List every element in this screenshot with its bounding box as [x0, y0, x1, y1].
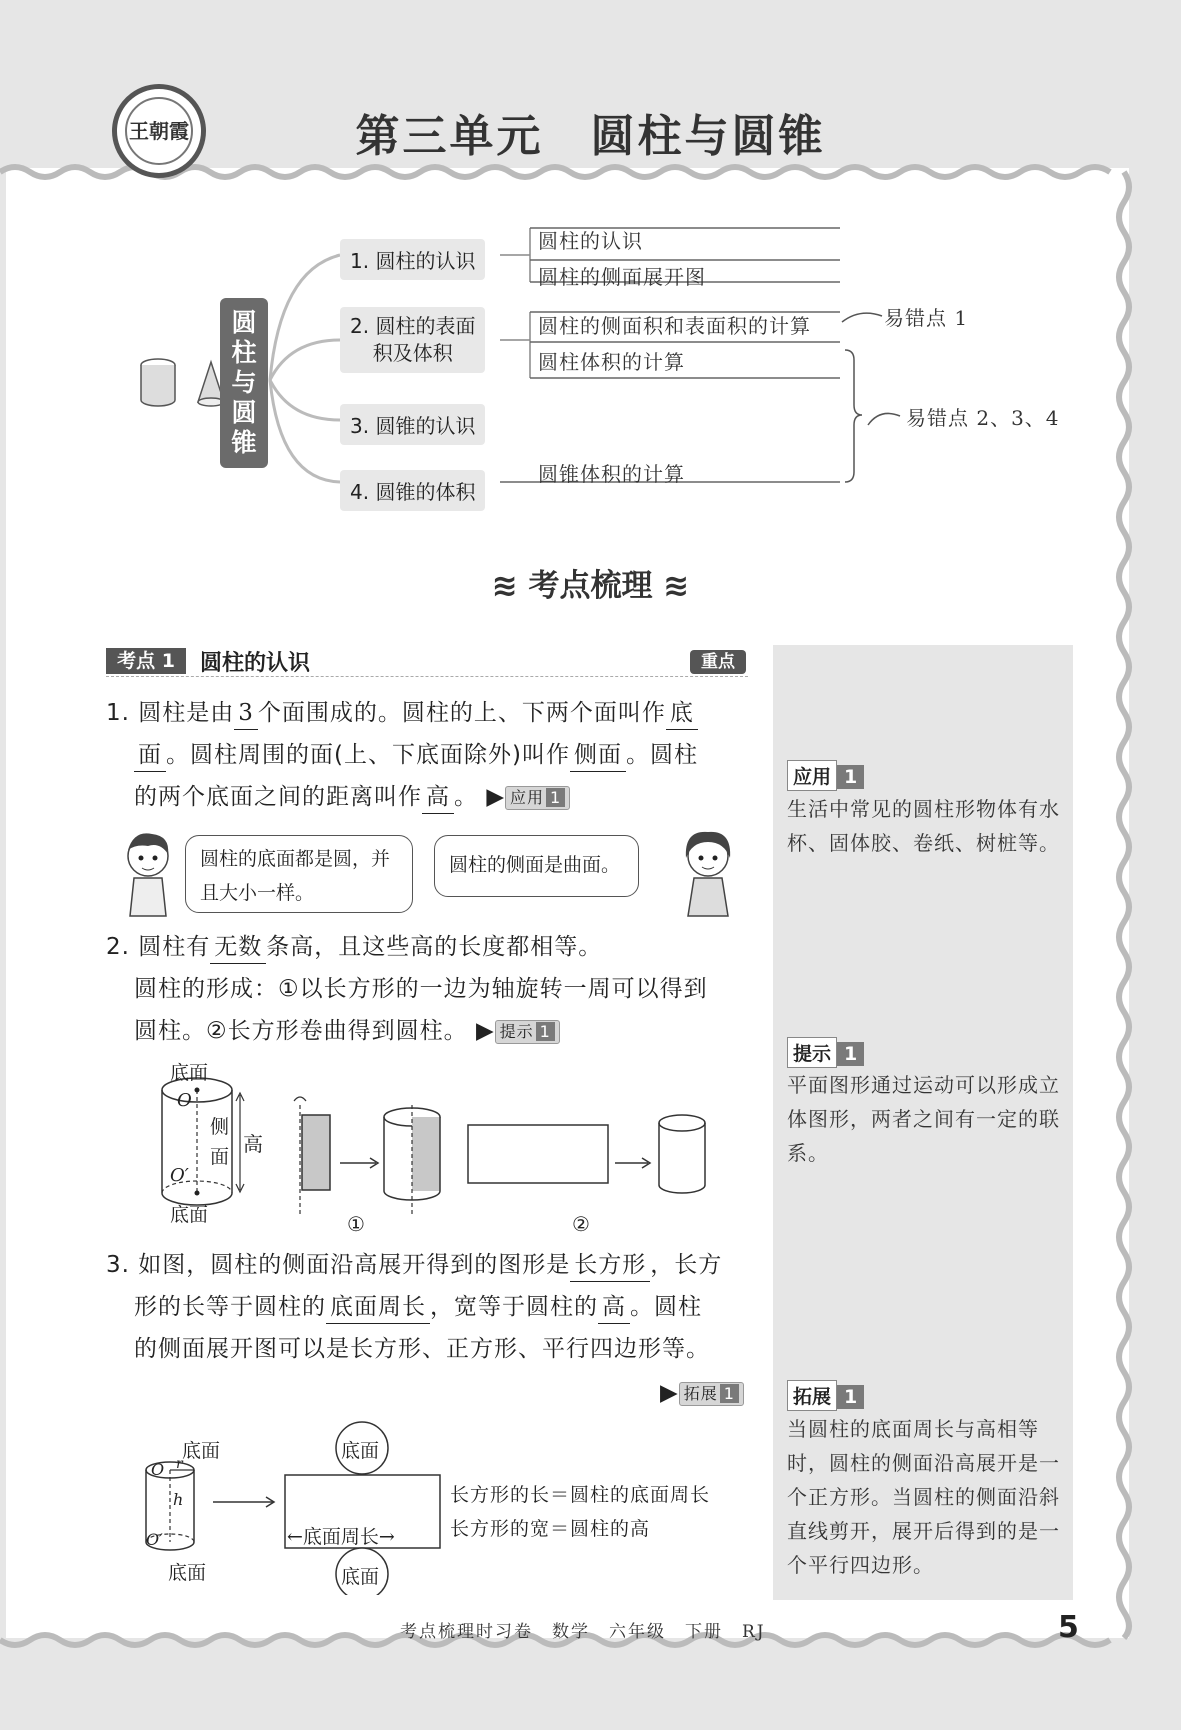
tag-number: 1: [720, 1384, 739, 1403]
text: 。: [454, 784, 478, 810]
answer-blank: 无数: [210, 931, 266, 964]
header-divider: [106, 676, 748, 677]
text: ，宽等于圆柱的: [430, 1294, 598, 1320]
answer-blank: 底面周长: [326, 1291, 430, 1324]
ref-tag-tuozhan[interactable]: [679, 1382, 744, 1406]
text: 3. 如图，圆柱的侧面沿高展开得到的图形是: [106, 1252, 571, 1278]
leaf-cylinder-volume: 圆柱体积的计算: [538, 350, 685, 374]
fig2-h-label: h: [173, 1490, 184, 1509]
text: 。圆柱周围的面(上、下底面除外)叫作: [166, 742, 570, 768]
answer-blank: 底: [666, 697, 698, 730]
fig1-step1-label: ①: [347, 1212, 365, 1236]
ref-tag-yingyong[interactable]: [505, 786, 570, 810]
item-2: [106, 926, 756, 1052]
footer-text: 考点梳理时习卷 数学 六年级 下册 RJ: [400, 1622, 766, 1642]
tag-number: 1: [536, 1022, 555, 1041]
answer-blank: 高: [598, 1291, 630, 1324]
circle-bottom-label: 底面: [341, 1566, 380, 1588]
text: ，长方: [650, 1252, 723, 1278]
girl-cartoon-icon: [678, 826, 736, 918]
leaf-cone-volume: 圆锥体积的计算: [538, 462, 685, 486]
mindmap-branch-3: 3. 圆锥的认识: [340, 404, 485, 445]
mindmap-branch-2: [340, 307, 485, 373]
fig1-top-label: 底面: [170, 1062, 209, 1084]
fig2-o2-label: O′: [146, 1530, 163, 1549]
mindmap-branch-1: 1. 圆柱的认识: [340, 239, 485, 280]
tuozhan-ref: [660, 1372, 744, 1414]
play-icon: ▶: [486, 784, 506, 810]
answer-blank: 高: [422, 781, 454, 814]
side-note-yingyong: 生活中常见的圆柱形物体有水杯、固体胶、卷纸、树桩等。: [787, 797, 1060, 855]
item-3: [106, 1244, 756, 1370]
text: 的两个底面之间的距离叫作: [134, 784, 422, 810]
play-icon: ▶: [660, 1380, 679, 1406]
fig2-top-label: 底面: [182, 1440, 221, 1462]
tag-label: 应用: [510, 787, 545, 807]
answer-blank: 面: [134, 739, 166, 772]
branch-2-line1: 2. 圆柱的表面: [350, 314, 476, 338]
error-point-234: 易错点 2、3、4: [906, 406, 1060, 430]
speech-bubble-2: 圆柱的侧面是曲面。: [434, 835, 639, 897]
tag-number: 1: [837, 1042, 864, 1066]
fig1-o-label: O: [177, 1090, 192, 1111]
fig1-side-label: 侧面: [210, 1116, 230, 1168]
mindmap-root-label: 圆柱与圆锥: [231, 308, 257, 457]
page-title: 第三单元 圆柱与圆锥: [355, 111, 826, 162]
error-point-1: 易错点 1: [884, 306, 969, 330]
play-icon: ▶: [475, 1018, 495, 1044]
text: 的侧面展开图可以是长方形、正方形、平行四边形等。: [134, 1336, 710, 1362]
leaf-surface-area: 圆柱的侧面积和表面积的计算: [538, 314, 811, 338]
tag-label: 提示: [499, 1021, 534, 1041]
section-title: ≋ 考点梳理 ≋: [491, 568, 690, 604]
tag-number: 1: [546, 788, 565, 807]
item-1: [106, 692, 756, 818]
fig1-bottom-label: 底面: [170, 1204, 209, 1226]
tag-label: 应用: [787, 760, 837, 791]
text: 个面围成的。圆柱的上、下两个面叫作: [257, 700, 666, 726]
tag-label: 提示: [787, 1037, 837, 1068]
logo-text: 王朝霞: [125, 97, 193, 165]
text: 条高，且这些高的长度都相等。: [266, 934, 603, 960]
answer-blank: 长方形: [570, 1249, 650, 1282]
boy-cartoon-icon: [120, 828, 178, 918]
tag-label: 拓展: [787, 1380, 837, 1411]
side-head-yingyong: [787, 760, 864, 791]
text: 形的长等于圆柱的: [134, 1294, 326, 1320]
text: 。圆柱: [630, 1294, 702, 1320]
tag-label: 拓展: [683, 1383, 718, 1403]
mindmap-root: [220, 298, 268, 468]
rect-length-label: ←底面周长→: [287, 1526, 395, 1548]
kaodian-title: 圆柱的认识: [200, 651, 311, 676]
side-note-tuozhan: 当圆柱的底面周长与高相等时，圆柱的侧面沿高展开是一个正方形。当圆柱的侧面沿斜直线剪开，展开后得到的是一个平行四边形。: [787, 1417, 1060, 1577]
tag-number: 1: [837, 765, 864, 789]
answer-blank: 3: [234, 697, 258, 730]
ref-tag-tishi[interactable]: [495, 1020, 560, 1044]
fig2-o-label: O: [151, 1460, 165, 1479]
text: 圆柱。②长方形卷曲得到圆柱。: [134, 1018, 468, 1044]
mindmap-branch-4: 4. 圆锥的体积: [340, 470, 485, 511]
branch-2-line2: 积及体积: [372, 341, 453, 365]
tag-number: 1: [837, 1385, 864, 1409]
key-point-badge: 重点: [690, 650, 746, 674]
speech-bubble-1: 圆柱的底面都是圆，并且大小一样。: [185, 835, 413, 913]
side-head-tishi: [787, 1037, 864, 1068]
kaodian-tag: 考点 1: [106, 648, 186, 674]
fig2-bottom-label: 底面: [168, 1562, 207, 1584]
leaf-cylinder-unfold: 圆柱的侧面展开图: [538, 265, 706, 289]
text: 圆柱的形成：①以长方形的一边为轴旋转一周可以得到: [134, 976, 708, 1002]
fig1-height-label: 高: [243, 1132, 263, 1156]
answer-blank: 侧面: [570, 739, 626, 772]
side-head-tuozhan: [787, 1380, 864, 1411]
leaf-cylinder-intro: 圆柱的认识: [538, 229, 643, 253]
fig1-step2-label: ②: [572, 1212, 590, 1236]
note-length: 长方形的长＝圆柱的底面周长: [450, 1484, 711, 1506]
side-note-tishi: 平面图形通过运动可以形成立体图形，两者之间有一定的联系。: [787, 1073, 1060, 1165]
fig1-o2-label: O′: [170, 1165, 189, 1186]
text: 。圆柱: [625, 742, 698, 768]
text: 2. 圆柱有: [106, 934, 211, 960]
text: 1. 圆柱是由: [106, 700, 235, 726]
note-width: 长方形的宽＝圆柱的高: [450, 1518, 651, 1540]
fig2-r-label: r: [176, 1456, 183, 1472]
circle-top-label: 底面: [341, 1440, 380, 1462]
page-number: 5: [1058, 1610, 1079, 1645]
